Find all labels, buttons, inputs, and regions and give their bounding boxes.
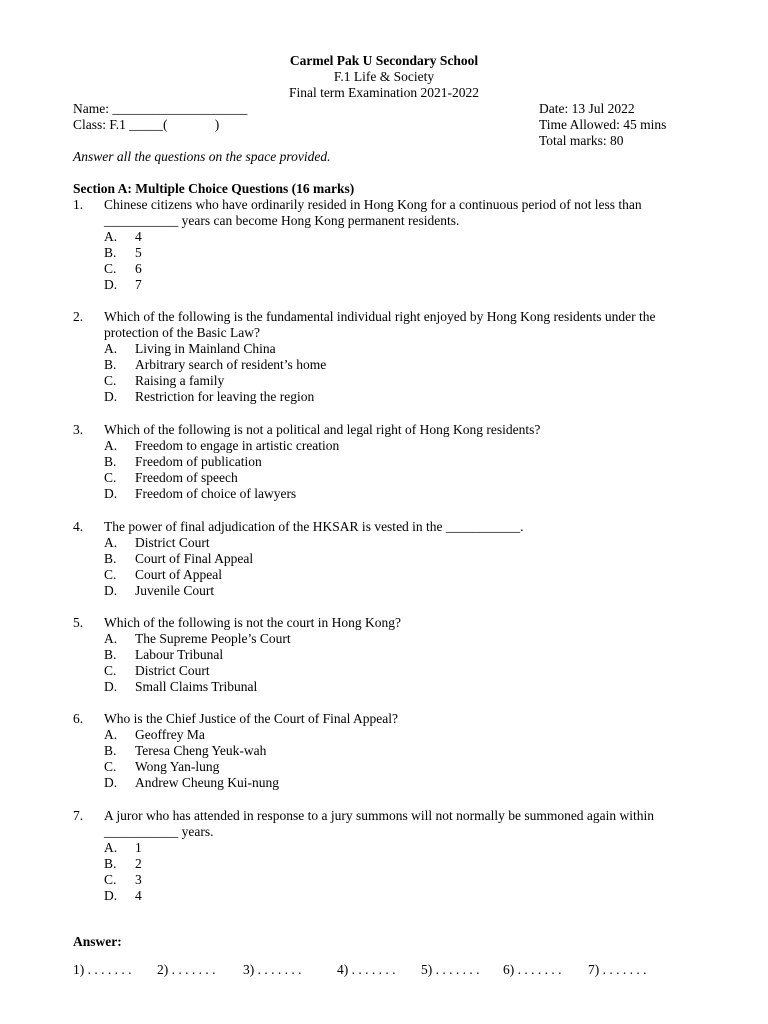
school-name: Carmel Pak U Secondary School bbox=[289, 53, 479, 68]
answer-blank-4[interactable]: 4) . . . . . . . bbox=[337, 962, 396, 977]
option-c: C. Freedom of speech bbox=[104, 470, 238, 485]
answer-blank-3[interactable]: 3) . . . . . . . bbox=[243, 962, 302, 977]
option-a: A. Freedom to engage in artistic creation bbox=[104, 438, 340, 453]
question-text: Which of the following is the fundamental individual right enjoyed by Hong Kong residents under the protection of the Basic Law? bbox=[104, 309, 656, 340]
question-1 bbox=[73, 197, 703, 293]
option-a: A. 1 bbox=[104, 840, 142, 855]
question-text: Who is the Chief Justice of the Court of Final Appeal? bbox=[104, 711, 398, 726]
instructions: Answer all the questions on the space provided. bbox=[73, 149, 331, 164]
answer-blank-1[interactable]: 1) . . . . . . . bbox=[73, 962, 132, 977]
question-text: Which of the following is not a political and legal right of Hong Kong residents? bbox=[104, 422, 541, 437]
question-text: A juror who has attended in response to a jury summons will not normally be summoned again within ___________ years. bbox=[104, 808, 655, 839]
total-marks: Total marks: 80 bbox=[539, 133, 624, 148]
subject-title: F.1 Life & Society bbox=[333, 69, 435, 84]
answer-blank-5[interactable]: 5) . . . . . . . bbox=[421, 962, 480, 977]
question-text: Which of the following is not the court in Hong Kong? bbox=[104, 615, 401, 630]
option-d: D. Restriction for leaving the region bbox=[104, 389, 315, 404]
exam-date: Date: 13 Jul 2022 bbox=[539, 101, 635, 116]
question-4 bbox=[73, 519, 703, 599]
option-a: A. Living in Mainland China bbox=[104, 341, 276, 356]
answer-blank-6[interactable]: 6) . . . . . . . bbox=[503, 962, 562, 977]
option-d: D. Small Claims Tribunal bbox=[104, 679, 258, 694]
option-b: B. Arbitrary search of resident’s home bbox=[104, 357, 327, 372]
time-allowed: Time Allowed: 45 mins bbox=[539, 117, 667, 132]
option-c: C. Court of Appeal bbox=[104, 567, 222, 582]
option-c: C. 3 bbox=[104, 872, 142, 887]
exam-header bbox=[0, 53, 768, 101]
question-number: 1. bbox=[73, 197, 84, 212]
option-b: B. Labour Tribunal bbox=[104, 647, 224, 662]
answer-blank-7[interactable]: 7) . . . . . . . bbox=[588, 962, 647, 977]
option-a: A. Geoffrey Ma bbox=[104, 727, 205, 742]
option-c: C. Wong Yan-lung bbox=[104, 759, 220, 774]
option-b: B. Teresa Cheng Yeuk-wah bbox=[104, 743, 267, 758]
question-7 bbox=[73, 808, 703, 904]
option-d: D. Juvenile Court bbox=[104, 583, 215, 598]
option-d: D. Freedom of choice of lawyers bbox=[104, 486, 297, 501]
question-number: 7. bbox=[73, 808, 84, 823]
question-3 bbox=[73, 422, 703, 502]
question-number: 5. bbox=[73, 615, 84, 630]
name-field: Name: ____________________ bbox=[73, 101, 248, 116]
option-b: B. 5 bbox=[104, 245, 142, 260]
question-2 bbox=[73, 309, 703, 405]
question-6 bbox=[73, 711, 703, 791]
question-number: 6. bbox=[73, 711, 84, 726]
option-d: D. 4 bbox=[104, 888, 142, 903]
answer-title: Answer: bbox=[73, 934, 122, 949]
class-field: Class: F.1 _____( ) bbox=[73, 117, 220, 132]
option-c: C. District Court bbox=[104, 663, 210, 678]
option-c: C. Raising a family bbox=[104, 373, 225, 388]
section-title: Section A: Multiple Choice Questions (16 marks) bbox=[73, 181, 355, 196]
option-a: A. District Court bbox=[104, 535, 210, 550]
option-d: D. Andrew Cheung Kui-nung bbox=[104, 775, 279, 790]
question-text: The power of final adjudication of the HKSAR is vested in the ___________. bbox=[104, 519, 524, 534]
option-b: B. 2 bbox=[104, 856, 142, 871]
option-a: A. 4 bbox=[104, 229, 142, 244]
option-b: B. Court of Final Appeal bbox=[104, 551, 254, 566]
question-number: 3. bbox=[73, 422, 84, 437]
option-d: D. 7 bbox=[104, 277, 142, 292]
question-number: 2. bbox=[73, 309, 84, 324]
question-5 bbox=[73, 615, 703, 695]
question-number: 4. bbox=[73, 519, 84, 534]
answer-blank-2[interactable]: 2) . . . . . . . bbox=[157, 962, 216, 977]
question-text: Chinese citizens who have ordinarily resided in Hong Kong for a continuous period of not less than ___________ years can become Hong Kong permanent residents. bbox=[104, 197, 642, 228]
option-b: B. Freedom of publication bbox=[104, 454, 262, 469]
exam-title: Final term Examination 2021-2022 bbox=[288, 85, 480, 100]
option-c: C. 6 bbox=[104, 261, 142, 276]
option-a: A. The Supreme People’s Court bbox=[104, 631, 291, 646]
